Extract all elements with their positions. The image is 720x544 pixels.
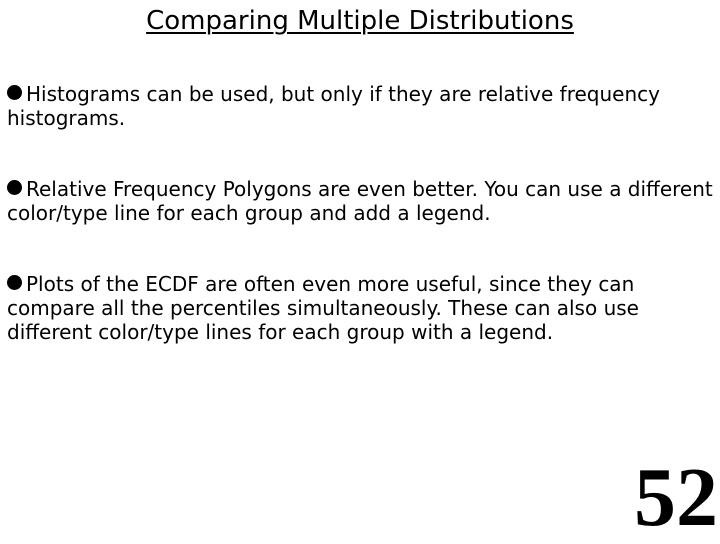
bullet-text: Histograms can be used, but only if they are relative frequency histograms. <box>7 82 660 130</box>
bullet-text: Relative Frequency Polygons are even better. You can use a different color/type line for each group and add a legend. <box>7 177 713 225</box>
bullet-list <box>7 82 713 344</box>
slide-number: 52 <box>634 451 718 544</box>
bullet-dot-icon <box>7 275 22 290</box>
bullet-item-polygons <box>7 177 713 225</box>
bullet-item-ecdf <box>7 272 713 344</box>
slide-title: Comparing Multiple Distributions <box>146 6 574 36</box>
bullet-dot-icon <box>7 180 22 195</box>
bullet-text: Plots of the ECDF are often even more useful, since they can compare all the percentiles simultaneously. These can also use different color/type lines for each group with a legend. <box>7 272 639 344</box>
bullet-dot-icon <box>7 85 22 100</box>
bullet-item-histograms <box>7 82 713 130</box>
